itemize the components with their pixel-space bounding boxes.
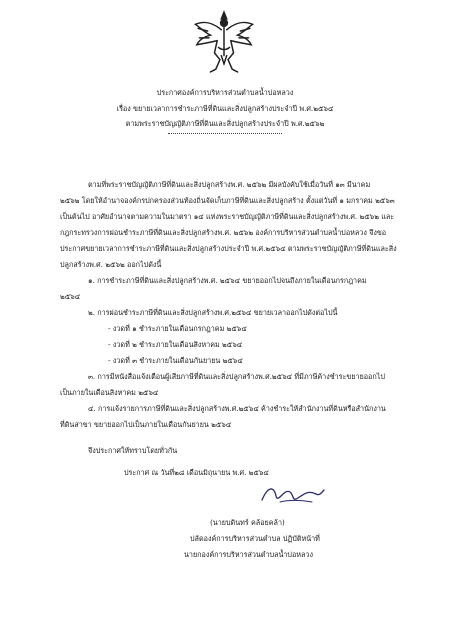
closing-statement: จึงประกาศให้ทราบโดยทั่วกัน: [88, 446, 178, 455]
item-1-line-2: ๒๕๖๔: [60, 292, 81, 301]
header-separator: [168, 133, 282, 134]
installment-3: - งวดที่ ๓ ชำระภายในเดือนกันยายน ๒๕๖๔: [108, 356, 243, 365]
announcement-title: ประกาศองค์การบริหารส่วนตำบลน้ำบ่อหลวง: [156, 88, 294, 97]
garuda-emblem-icon: [190, 8, 258, 76]
item-3-line-2: เป็นภายในเดือนสิงหาคม ๒๕๖๔: [60, 388, 159, 397]
signatory-position: ปลัดองค์การบริหารส่วนตำบล ปฏิบัติหน้าที่: [190, 534, 320, 543]
announcement-subject: เรื่อง ขยายเวลาการชำระภาษีที่ดินและสิ่งปลูกสร้างประจำปี พ.ศ.๒๕๖๔: [116, 104, 334, 113]
item-2: ๒. การผ่อนชำระภาษีที่ดินและสิ่งปลูกสร้างพ.ศ.๒๕๖๔ ขยายเวลาออกไปดังต่อไปนี้: [88, 308, 338, 317]
announcement-date: ประกาศ ณ วันที่๒๘ เดือนมิถุนายน พ.ศ. ๒๕๖๔: [124, 468, 269, 477]
announcement-act-reference: ตามพระราชบัญญัติภาษีที่ดินและสิ่งปลูกสร้างประจำปี พ.ศ.๒๕๖๒: [125, 119, 325, 128]
item-4-line-1: ๔. การแจ้งรายการภาษีที่ดินและสิ่งปลูกสร้างพ.ศ.๒๕๖๔ ค้างชำระให้สำนักงานที่ดินหรือสำนักงาน: [88, 404, 386, 413]
item-3-line-1: ๓. การมีหนังสือแจ้งเตือนผู้เสียภาษีที่ดินและสิ่งปลูกสร้างพ.ศ.๒๕๖๔ ที่มีภาษีค้างชำระขยายออกไป: [88, 372, 385, 381]
intro-line-3: เป็นต้นไป อาศัยอำนาจตามความในมาตรา ๑๔ แห่งพระราชบัญญัติภาษีที่ดินและสิ่งปลูกสร้างพ.ศ. ๒๕๖๒ และ: [60, 212, 395, 221]
item-1-line-1: ๑. การชำระภาษีที่ดินและสิ่งปลูกสร้างพ.ศ. ๒๕๖๔ ขยายออกไปจนถึงภายในเดือนกรกฎาคม: [88, 276, 367, 285]
intro-line-2: ๒๕๖๒ โดยให้อำนาจองค์กรปกครองส่วนท้องถิ่นจัดเก็บภาษีที่ดินและสิ่งปลูกสร้าง ตั้งแต่วันที่ ๑ มกราคม ๒๕๖๓: [60, 196, 395, 205]
item-4-line-2: ที่ดินสาขา ขยายออกไปเป็นภายในเดือนกันยายน ๒๕๖๔: [60, 420, 232, 429]
intro-line-6: ปลูกสร้างพ.ศ. ๒๕๖๒ ออกไปดังนี้: [60, 260, 162, 269]
intro-line-5: ประกาศขยายเวลาการชำระภาษีที่ดินและสิ่งปลูกสร้างประจำปี พ.ศ.๒๕๖๔ ตามพระราชบัญญัติภาษีที่ดินและสิ่ง: [60, 244, 397, 253]
installment-1: - งวดที่ ๑ ชำระภายในเดือนกรกฎาคม ๒๕๖๔: [108, 324, 247, 333]
signature-icon: [258, 480, 328, 508]
installment-2: - งวดที่ ๒ ชำระภายในเดือนสิงหาคม ๒๕๖๔: [108, 340, 243, 349]
signatory-name: (นายบดินทร์ คล้อยคล้า): [210, 518, 285, 527]
intro-line-1: ตามที่พระราชบัญญัติภาษีที่ดินและสิ่งปลูกสร้างพ.ศ. ๒๕๖๒ มีผลบังคับใช้เมื่อวันที่ ๑๓ มีนาคม: [88, 180, 371, 189]
signatory-title: นายกองค์การบริหารส่วนตำบลน้ำบ่อหลวง: [184, 550, 313, 559]
intro-line-4: กฎกระทรวงการผ่อนชำระภาษีที่ดินและสิ่งปลูกสร้างพ.ศ. ๒๕๖๒ องค์การบริหารส่วนตำบลน้ำบ่อหลวง จึงขอ: [60, 228, 387, 237]
